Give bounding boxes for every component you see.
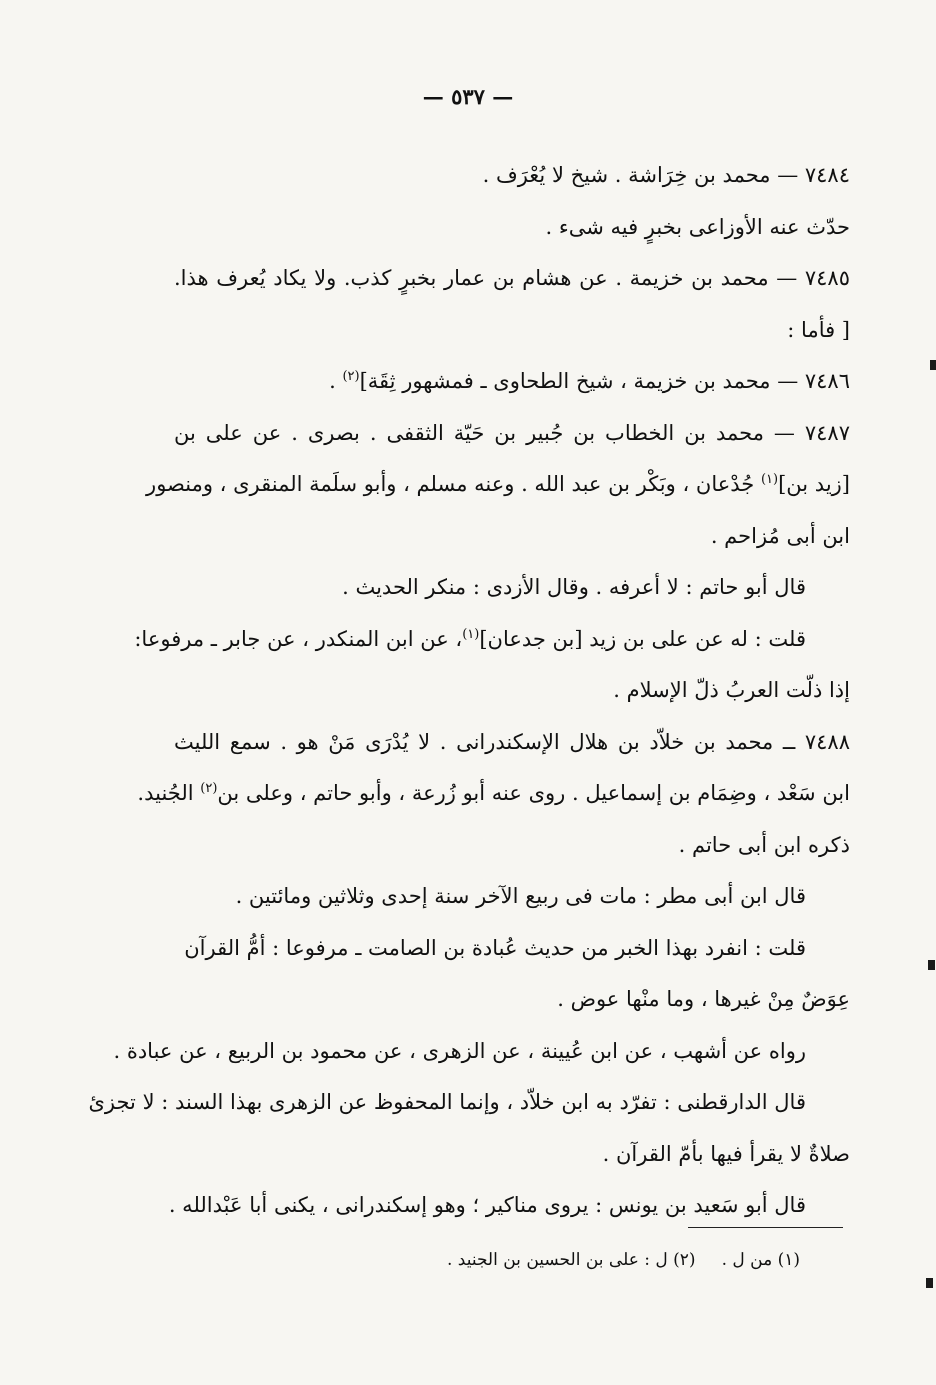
entry-7488-line2 <box>137 768 850 820</box>
footnote-ref-1: (١) <box>760 472 779 487</box>
entry-7487-line2 <box>146 459 850 511</box>
entry-7485-heading: ٧٤٨٥ — محمد بن خزيمة . عن هشام بن عمار بخبرٍ كذب. ولا يكاد يُعرف هذا. <box>174 266 850 290</box>
entry-7488-heading: ٧٤٨٨ ــ محمد بن خلاّد بن هلال الإسكندرانى . لا يُدْرَى مَنْ هو . سمع الليث <box>174 729 850 754</box>
footnote-ref-1b: (١) <box>462 626 480 642</box>
entry-7485-bracket: [ فأما : <box>787 317 850 342</box>
entry-7488-death: قال ابن أبى مطر : مات فى ربيع الآخر سنة إحدى وثلاثين ومائتين . <box>235 884 806 908</box>
scan-edge-mark <box>926 1278 933 1288</box>
entry-7487-bracket: [زيد بن] <box>778 472 850 496</box>
entry-7488-narration: رواه عن أشهب ، عن ابن عُيينة ، عن الزهرى ، عن محمود بن الربيع ، عن عبادة . <box>113 1038 806 1063</box>
entry-7488-daraqutni: قال الدارقطنى : تفرّد به ابن خلاّد ، وإنما المحفوظ عن الزهرى بهذا السند : لا تجزئ <box>88 1090 806 1114</box>
entry-7488-line2-tail: الجُنيد. <box>137 781 201 805</box>
entry-7487-qultu <box>134 614 850 666</box>
footnotes <box>380 1250 800 1270</box>
footnote-ref-2: (٢) <box>342 369 360 384</box>
footnote-1: (١) من ل . <box>721 1250 800 1270</box>
entry-7488-qultu: قلت : انفرد بهذا الخبر من حديث عُبادة بن الصامت ـ مرفوعا : أمُّ القرآن <box>184 935 806 960</box>
entry-7488-line2-text: ابن سَعْد ، وضِمَام بن إسماعيل . روى عنه أبو زُرعة ، وأبو حاتم ، وعلى بن <box>217 781 850 805</box>
footnote-ref-2b: (٢) <box>200 781 218 796</box>
footnote-2: (٢) ل : على بن الحسين بن الجنيد . <box>446 1250 696 1270</box>
entry-7484-text: حدّث عنه الأوزاعى بخبرٍ فيه شىء . <box>545 214 850 239</box>
entry-7486-heading <box>174 356 850 408</box>
entry-7488-hadith: عِوَضٌ مِنْ غيرها ، وما منْها عوض . <box>557 987 850 1011</box>
entry-7488-daraqutni-cont: صلاةٌ لا يقرأ فيها بأمّ القرآن . <box>602 1141 850 1166</box>
entry-7487-continuation: جُدْعان ، وبَكْر بن عبد الله . وعنه مسلم ، وأبو سلَمة المنقرى ، ومنصور <box>146 472 761 496</box>
scan-edge-mark <box>930 360 936 370</box>
footnote-rule <box>688 1227 843 1228</box>
entry-7488-line3: ذكره ابن أبى حاتم . <box>678 832 850 857</box>
entry-7487-line3: ابن أبى مُزاحم . <box>710 523 850 548</box>
entry-7487-qultu-tail: ، عن ابن المنكدر ، عن جابر ـ مرفوعا: <box>134 626 463 651</box>
entry-7487-hadith: إذا ذلّت العربُ ذلّ الإسلام . <box>613 678 850 702</box>
page-body <box>88 150 850 1232</box>
entry-7487-qultu-text: قلت : له عن على بن زيد [بن جدعان] <box>479 626 806 651</box>
scan-edge-mark <box>928 960 935 970</box>
page-number: — ٥٣٧ — <box>422 84 514 109</box>
entry-7487-heading: ٧٤٨٧ — محمد بن الخطاب بن جُبير بن حَيّة الثقفى . بصرى . عن على بن <box>174 420 850 445</box>
entry-7488-ibn-yunus: قال أبو سَعيد بن يونس : يروى مناكير ؛ وهو إسكندرانى ، يكنى أبا عَبْدالله . <box>168 1193 806 1217</box>
entry-7484-heading: ٧٤٨٤ — محمد بن خِرَاشة . شيخ لا يُعْرَف . <box>482 163 850 187</box>
entry-7486-tail: . <box>329 369 343 393</box>
entry-7487-abu-hatim: قال أبو حاتم : لا أعرفه . وقال الأزدى : منكر الحديث . <box>342 575 806 599</box>
entry-7486-text: ٧٤٨٦ — محمد بن خزيمة ، شيخ الطحاوى ـ فمشهور ثِقَة] <box>359 369 850 393</box>
